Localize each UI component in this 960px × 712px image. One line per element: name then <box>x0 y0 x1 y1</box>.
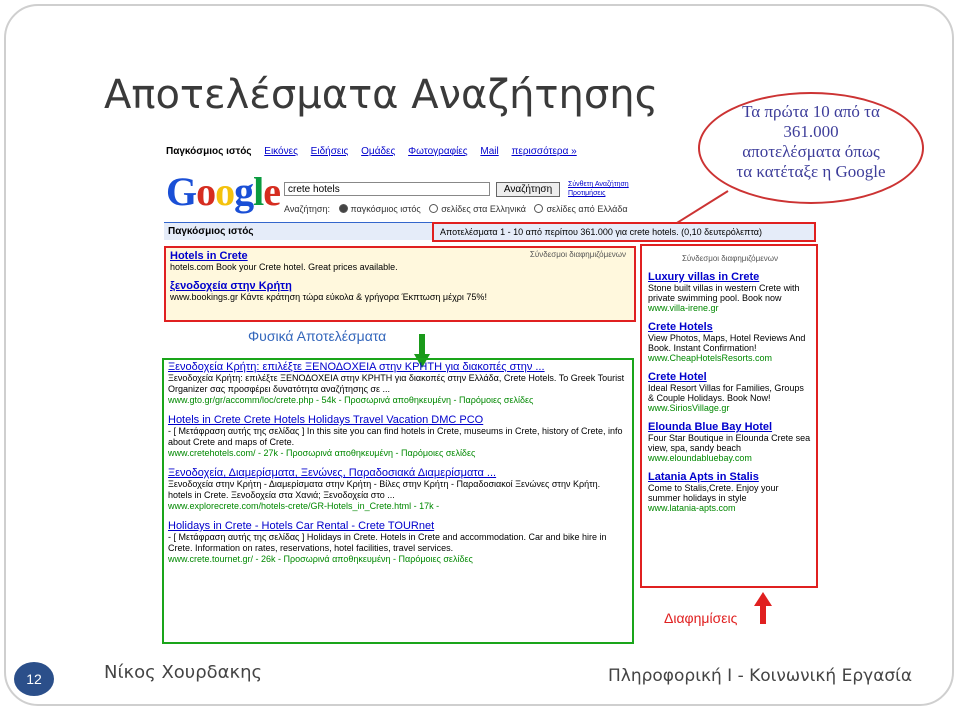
search-button[interactable]: Αναζήτηση <box>496 182 560 197</box>
scope-radio-greece[interactable] <box>534 204 543 213</box>
top-ad-line: hotels.com Book your Crete hotel. Great prices available. <box>170 262 398 272</box>
result-text: Ξενοδοχεία Κρήτη: επιλέξτε ΞΕΝΟΔΟΧΕΙΑ στην ΚΡΗΤΗ για διακοπές στην Ελλάδα, Crete Hotels. To Greek Tourist Organizer σας προσφέρει δυνατότητα αναζήτησης σε ... <box>168 373 625 394</box>
side-ads-sponsored: Σύνδεσμοι διαφημιζόμενων <box>681 254 779 263</box>
side-ad-text: View Photos, Maps, Hotel Reviews And Book. Instant Confirmation! <box>648 333 806 353</box>
result-text: Ξενοδοχεία στην Κρήτη - Διαμερίσματα στην Κρήτη - Βίλες στην Κρήτη - Παραδοσιακοί Ξενώνες στην Κρήτη. hotels in Crete. Ξενοδοχεία στα Χανιά; Ξενοδοχεία στο ... <box>168 479 601 500</box>
scope-web: παγκόσμιος ιστός <box>350 204 421 214</box>
top-ad-line: www.bookings.gr Κάντε κράτηση τώρα εύκολα & γρήγορα Έκπτωση μέχρι 75%! <box>170 292 487 302</box>
page-number: 12 <box>14 662 54 696</box>
side-ad-title[interactable]: Luxury villas in Crete <box>648 271 760 283</box>
side-ad-title[interactable]: Elounda Blue Bay Hotel <box>648 421 773 433</box>
preferences-link[interactable]: Προτιμήσεις <box>568 190 606 197</box>
ads-arrow-icon <box>754 592 772 624</box>
scope-greek: σελίδες στα Ελληνικά <box>441 204 526 214</box>
top-ad-title[interactable]: Hotels in Crete <box>170 250 248 262</box>
result-title[interactable]: Hotels in Crete Crete Hotels Holidays Travel Vacation DMC PCO <box>168 414 484 426</box>
side-ad-text: Four Star Boutique in Elounda Crete sea view, spa, sandy beach <box>648 433 811 453</box>
nav-link-news[interactable]: Ειδήσεις <box>310 146 349 157</box>
nav-link-mail[interactable]: Mail <box>480 146 499 157</box>
nav-link-more[interactable]: περισσότερα » <box>511 146 577 157</box>
google-screenshot <box>160 140 820 645</box>
result-title[interactable]: Ξενοδοχεία, Διαμερίσματα, Ξενώνες, Παραδοσιακά Διαμερίσματα ... <box>168 467 497 479</box>
nav-link-groups[interactable]: Ομάδες <box>361 146 396 157</box>
side-ad-url: www.villa-irene.gr <box>648 303 719 313</box>
advanced-links <box>568 180 629 198</box>
bar-title: Παγκόσμιος ιστός <box>168 226 254 237</box>
result-url: www.gto.gr/gr/accomm/loc/crete.php - 54k - Προσωρινά αποθηκευμένη - Παρόμοιες σελίδες <box>168 395 534 405</box>
callout-line: Τα πρώτα 10 από τα <box>742 102 880 121</box>
slide-title: Αποτελέσματα Αναζήτησης <box>104 72 659 118</box>
scope-radio-web[interactable] <box>339 204 348 213</box>
natural-results-highlight <box>162 358 634 644</box>
side-ad-title[interactable]: Crete Hotels <box>648 321 713 333</box>
search-scope <box>284 204 628 214</box>
top-ad-title[interactable]: ξενοδοχεία στην Κρήτη <box>170 280 292 292</box>
side-ad-url: www.eloundabluebay.com <box>648 453 752 463</box>
google-nav <box>166 146 587 157</box>
side-ad-url: www.latania-apts.com <box>648 503 736 513</box>
scope-label: Αναζήτηση: <box>284 204 330 214</box>
result-text: - [ Μετάφραση αυτής της σελίδας ] Holidays in Crete. Hotels in Crete and accommodation. Car and bike hire in Crete. Information on rates, reservations, hotel facilities, travel services. <box>168 532 607 553</box>
nav-link-images[interactable]: Εικόνες <box>264 146 298 157</box>
side-ad-url: www.CheapHotelsResorts.com <box>648 353 773 363</box>
top-ads-highlight <box>164 246 636 322</box>
results-count: Αποτελέσματα 1 - 10 από περίπου 361.000 για crete hotels. (0,10 δευτερόλεπτα) <box>440 227 762 237</box>
result-title[interactable]: Holidays in Crete - Hotels Car Rental - Crete TOURnet <box>168 520 435 532</box>
top-ads-sponsored: Σύνδεσμοι διαφημιζόμενων <box>529 250 626 259</box>
callout-line: αποτελέσματα όπως <box>742 142 880 161</box>
author-name: Νίκος Χουρδακης <box>104 662 263 683</box>
result-title[interactable]: Ξενοδοχεία Κρήτη: επιλέξτε ΞΕΝΟΔΟΧΕΙΑ στην ΚΡΗΤΗ για διακοπές στην ... <box>168 361 545 373</box>
side-ad-text: Stone built villas in western Crete with private swimming pool. Book now <box>648 283 800 303</box>
side-ad-url: www.SiriosVillage.gr <box>648 403 730 413</box>
nav-current: Παγκόσμιος ιστός <box>166 146 252 157</box>
search-input[interactable]: crete hotels <box>284 182 490 196</box>
side-ad-text: Come to Stalis,Crete. Enjoy your summer holidays in style <box>648 483 779 503</box>
result-text: - [ Μετάφραση αυτής της σελίδας ] In this site you can find hotels in Crete, museums in Crete, history of Crete, info about Crete and maps of Crete. <box>168 426 623 447</box>
count-highlight <box>432 222 816 242</box>
scope-greece: σελίδες από Ελλάδα <box>546 204 628 214</box>
ads-label: Διαφημίσεις <box>664 610 738 626</box>
advanced-search-link[interactable]: Σύνθετη Αναζήτηση <box>568 181 629 188</box>
result-url: www.explorecrete.com/hotels-crete/GR-Hotels_in_Crete.html - 17k - <box>168 501 440 511</box>
scope-radio-greek[interactable] <box>429 204 438 213</box>
side-ads-highlight <box>640 244 818 588</box>
side-ad-text: Ideal Resort Villas for Families, Groups & Couple Holidays. Book Now! <box>648 383 804 403</box>
google-logo: Google <box>166 169 281 214</box>
result-url: www.crete.tournet.gr/ - 26k - Προσωρινά αποθηκευμένη - Παρόμοιες σελίδες <box>168 554 473 564</box>
natural-results-label: Φυσικά Αποτελέσματα <box>248 328 387 344</box>
result-url: www.cretehotels.com/ - 27k - Προσωρινά αποθηκευμένη - Παρόμοιες σελίδες <box>168 448 476 458</box>
nav-link-photos[interactable]: Φωτογραφίες <box>408 146 468 157</box>
callout-bubble <box>698 92 924 204</box>
side-ad-title[interactable]: Crete Hotel <box>648 371 707 383</box>
side-ad-title[interactable]: Latania Apts in Stalis <box>648 471 759 483</box>
callout-line: τα κατέταξε η Google <box>736 162 886 181</box>
course-name: Πληροφορική Ι - Κοινωνική Εργασία <box>608 666 913 686</box>
callout-line: 361.000 <box>783 122 839 141</box>
